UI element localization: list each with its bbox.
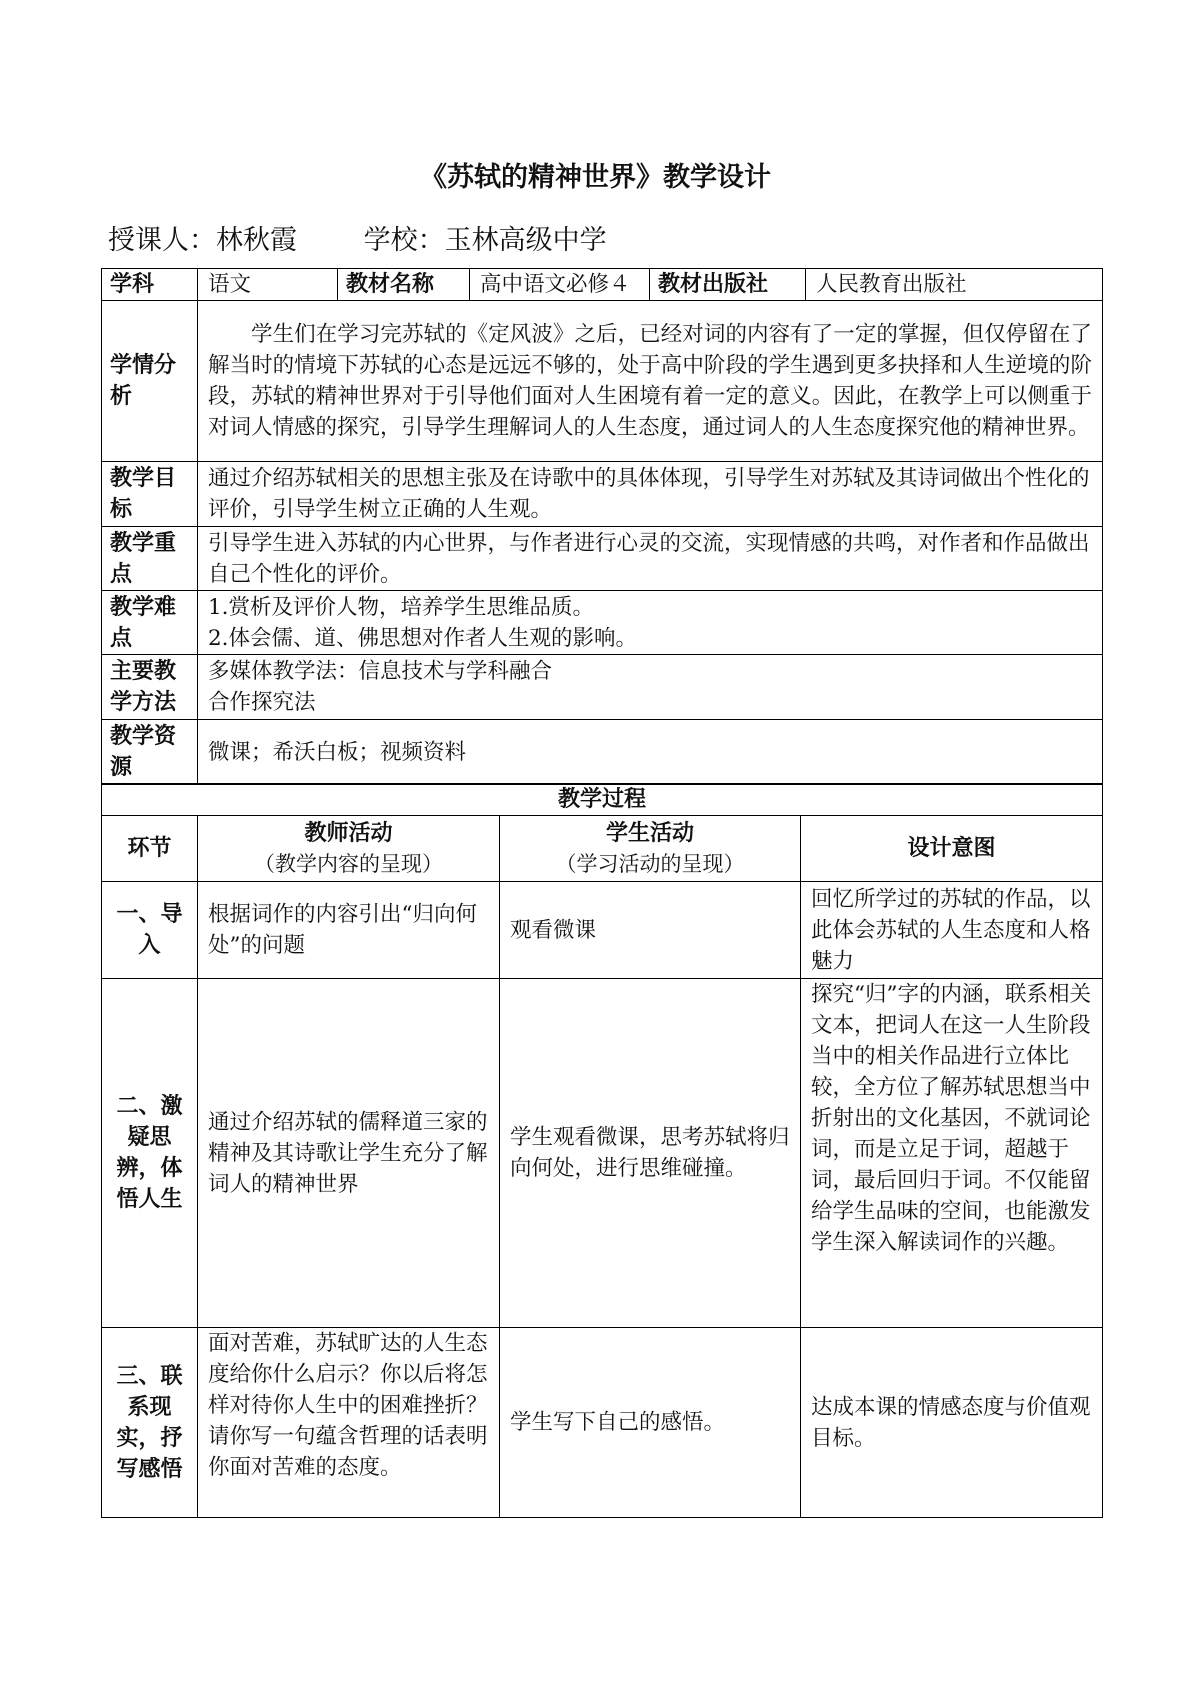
col-student-sub: （学习活动的呈现） [555, 851, 745, 876]
analysis-label: 学情分析 [102, 301, 198, 462]
focus-label: 教学重点 [102, 527, 198, 591]
info-table [101, 268, 1103, 785]
publisher-value: 人民教育出版社 [806, 269, 1103, 301]
intent-cell: 探究“归”字的内涵，联系相关文本，把词人在这一人生阶段当中的相关作品进行立体比较，全方位了解苏轼思想当中折射出的文化基因，不就词论词，而是立足于词，超越于词，最后回归于词。不仅能留给学生品味的空间，也能激发学生深入解读词作的兴趣。 [801, 979, 1103, 1328]
col-teacher-title: 教师活动 [304, 820, 393, 846]
stage-cell: 三、联系现实，抒写感悟 [102, 1328, 198, 1518]
difficulty-item-1: 1.赏析及评价人物，培养学生思维品质。 [208, 594, 595, 620]
textbook-value: 高中语文必修４ [470, 269, 650, 301]
focus-text: 引导学生进入苏轼的内心世界，与作者进行心灵的交流，实现情感的共鸣，对作者和作品做出自己个性化的评价。 [198, 527, 1103, 591]
method-item-2: 合作探究法 [208, 690, 316, 715]
teacher-cell: 通过介绍苏轼的儒释道三家的精神及其诗歌让学生充分了解词人的精神世界 [198, 979, 500, 1328]
stage-cell: 二、激疑思辨，体悟人生 [102, 979, 198, 1328]
method-label: 主要教学方法 [102, 655, 198, 720]
analysis-text: 学生们在学习完苏轼的《定风波》之后，已经对词的内容有了一定的掌握，但仅停留在了解当时的情境下苏轼的心态是远远不够的，处于高中阶段的学生遇到更多抉择和人生逆境的阶段，苏轼的精神世界对于引导他们面对人生困境有着一定的意义。因此，在教学上可以侧重于对词人情感的探究，引导学生理解词人的人生态度，通过词人的人生态度探究他的精神世界。 [198, 301, 1103, 462]
col-student [500, 816, 801, 882]
publisher-label: 教材出版社 [650, 269, 806, 301]
difficulty-text [198, 591, 1103, 655]
intent-cell: 达成本课的情感态度与价值观目标。 [801, 1328, 1103, 1518]
col-stage: 环节 [102, 816, 198, 882]
col-teacher-sub: （教学内容的呈现） [254, 851, 443, 876]
col-student-title: 学生活动 [605, 820, 694, 846]
intent-cell: 回忆所学过的苏轼的作品，以此体会苏轼的人生态度和人格魅力 [801, 882, 1103, 979]
document-title: 《苏轼的精神世界》教学设计 [420, 162, 771, 193]
subject-label: 学科 [102, 269, 198, 301]
teacher-name: 授课人：林秋霞 [108, 225, 297, 256]
resource-label: 教学资源 [102, 720, 198, 785]
difficulty-item-2: 2.体会儒、道、佛思想对作者人生观的影响。 [208, 625, 638, 651]
student-cell: 观看微课 [500, 882, 801, 979]
table-row [102, 979, 1103, 1328]
textbook-label: 教材名称 [338, 269, 470, 301]
method-item-1: 多媒体教学法：信息技术与学科融合 [208, 659, 553, 684]
goal-label: 教学目标 [102, 462, 198, 527]
goal-text: 通过介绍苏轼相关的思想主张及在诗歌中的具体体现，引导学生对苏轼及其诗词做出个性化的评价，引导学生树立正确的人生观。 [198, 462, 1103, 527]
teacher-cell: 面对苦难，苏轼旷达的人生态度给你什么启示？你以后将怎样对待你人生中的困难挫折？请你写一句蕴含哲理的话表明你面对苦难的态度。 [198, 1328, 500, 1518]
byline [108, 218, 665, 257]
table-row [102, 1328, 1103, 1518]
table-row [102, 882, 1103, 979]
process-table [101, 783, 1103, 1518]
subject-value: 语文 [198, 269, 338, 301]
stage-cell: 一、导入 [102, 882, 198, 979]
col-intent: 设计意图 [801, 816, 1103, 882]
student-cell: 学生观看微课，思考苏轼将归向何处，进行思维碰撞。 [500, 979, 801, 1328]
teacher-cell: 根据词作的内容引出“归向何处”的问题 [198, 882, 500, 979]
col-teacher [198, 816, 500, 882]
resource-text: 微课；希沃白板；视频资料 [198, 720, 1103, 785]
difficulty-label: 教学难点 [102, 591, 198, 655]
method-text [198, 655, 1103, 720]
student-cell: 学生写下自己的感悟。 [500, 1328, 801, 1518]
process-heading: 教学过程 [102, 784, 1103, 816]
school-name: 学校：玉林高级中学 [363, 225, 607, 256]
